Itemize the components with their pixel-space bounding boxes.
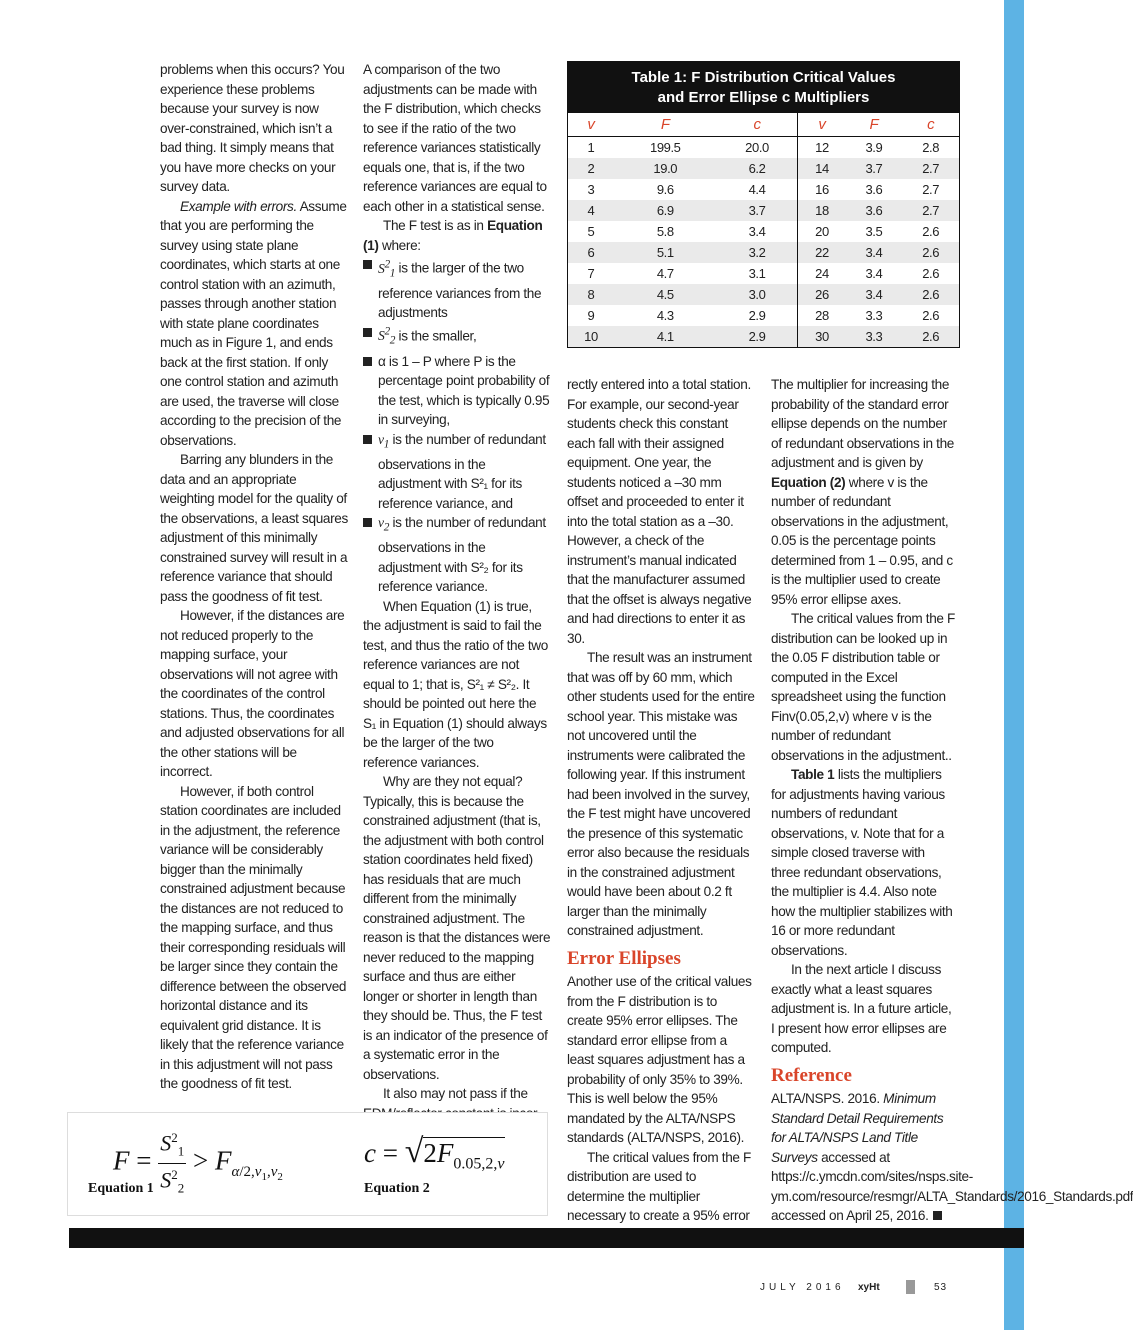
table-cell: 22 (798, 242, 846, 263)
equation-2: $c = √2F_{0.05,2,v}$ (364, 1133, 505, 1173)
table-title-line: Table 1: F Distribution Critical Values (631, 69, 896, 86)
table-cell: 2.6 (902, 284, 959, 305)
reference-entry (771, 1089, 1133, 1226)
table-cell: 5 (587, 224, 595, 239)
table-ref: Table 1 (791, 767, 835, 782)
footer-date: JULY 2016 (760, 1282, 845, 1293)
paragraph (771, 765, 955, 960)
paragraph: Barring any blunders in the data and an appropriate weighting model for the quality of the observations, a least squares adjustment of this minimally constrained survey will result in a reference variance that should pass the goodness of fit test. (160, 452, 348, 604)
table-cell: 2.7 (902, 200, 959, 221)
table-cell: 6.9 (614, 200, 717, 221)
table-cell: 3.3 (846, 326, 903, 347)
table-cell: 3.2 (717, 242, 798, 263)
section-heading: Reference (771, 1064, 852, 1086)
table-cell: 3.4 (748, 224, 766, 239)
math-symbol: $v_1$ (378, 431, 390, 451)
footer-block-icon (906, 1280, 915, 1294)
equation-1: F = $\frac{S^2_1}{S^2_2}$ > $F_{\alpha/2,v_1,v_2}$ (113, 1127, 283, 1199)
table-cell: 7 (587, 266, 595, 281)
paragraph-text: lists the multipliers for adjustments having various numbers of redundant observations, v. Note that for a simple closed traverse with three redundant observations, the multiplier is 4.4. Also note how the multiplier stabilizes with 16 or more redundant observations. (771, 767, 953, 958)
table-row (568, 137, 959, 159)
table-cell: 3.7 (717, 200, 798, 221)
paragraph: The critical values from the F distribution can be looked up in the 0.05 F distribution table or computed in the Excel spreadsheet using the function Finv(0.05,2,v) where v is the number of redundant observations in the adjustment.. (771, 611, 956, 763)
table-row (568, 179, 959, 200)
bullet-item (363, 352, 551, 430)
table-cell: 2.7 (922, 182, 940, 197)
bullet-text: α is 1 – P where P is the percentage point probability of the test, which is typically 0.95 in surveying, (378, 353, 550, 427)
equations-box (68, 1113, 547, 1215)
table-cell: 4.1 (614, 326, 717, 347)
table-cell: 2.6 (902, 326, 959, 347)
bullet-item (363, 430, 551, 514)
table-cell: 3.7 (846, 158, 903, 179)
table-row (568, 200, 959, 221)
table-cell: 2.9 (717, 326, 798, 347)
bullet-square-icon (363, 328, 372, 337)
paragraph: When Equation (1) is true, the adjustment is said to fail the test, and thus the ratio of the two reference variances are not equal to 1; that is, S²₁ ≠ S²₂. It should be pointed out here the S₁ in Equation (1) should always be the larger of the two reference variances. (363, 598, 548, 770)
table-cell: 2.6 (902, 242, 959, 263)
table-cell: 4 (568, 200, 614, 221)
table-row (568, 263, 959, 284)
bullet-item (363, 323, 551, 352)
end-mark-icon (933, 1211, 942, 1220)
table-cell: 30 (798, 326, 846, 347)
column-2 (363, 60, 551, 1123)
footer-rule (69, 1228, 1024, 1248)
paragraph (160, 197, 348, 451)
table-cell: 14 (798, 158, 846, 179)
paragraph: Another use of the critical values from the F distribution is to create 95% error ellipses. The standard error ellipse from a least squares adjustment has a probability of only 35% to 39%. This is well below the 95% mandated by the ALTA/NSPS standards (ALTA/NSPS, 2016). (567, 974, 752, 1145)
bullet-text: is the number of redundant observations in the adjustment with S²₁ for its reference variance, and (378, 431, 546, 511)
table-grid (568, 113, 959, 347)
table-cell: 3.9 (865, 140, 883, 155)
table-cell: 9 (587, 308, 595, 323)
bullet-square-icon (363, 435, 372, 444)
table-cell: 3 (587, 182, 595, 197)
reference-text: accessed at https://c.ymcdn.com/sites/nsps.site-ym.com/resource/resmgr/ALTA_Standards/2016_Standards.pdf accessed on April 25, 2016. (771, 1149, 1133, 1223)
table-row (568, 221, 959, 242)
table-row (568, 284, 959, 305)
math-symbol: $S^2_2$ (378, 325, 396, 347)
page-number: 53 (934, 1282, 948, 1293)
table-cell: 19.0 (614, 158, 717, 179)
table-row (568, 242, 959, 263)
table-cell: 3.6 (865, 182, 883, 197)
table-header-cell: c (902, 113, 959, 137)
table-cell: 8 (568, 284, 614, 305)
paragraph: The result was an instrument that was off by 60 mm, which other students used for the entire school year. This mistake was not uncovered until the instruments were calibrated the following year. If this instrument had been involved in the survey, the F test might have uncovered the presence of this systematic error also because the residuals in the constrained adjustment would have been about 0.2 ft larger than the minimally constrained adjustment. (567, 650, 755, 938)
column-3 (567, 375, 755, 1245)
table-header-cell: F (614, 113, 717, 137)
bullet-square-icon (363, 518, 372, 527)
table-cell: 20 (798, 221, 846, 242)
reference-title: Minimum Standard Detail Requirements for ALTA/NSPS Land Title Surveys (771, 1091, 944, 1165)
equation-ref: Equation (2) (771, 474, 846, 490)
table-row (568, 305, 959, 326)
math-symbol: $v_2$ (378, 515, 390, 534)
math-symbol: $S^2_1$ (378, 258, 396, 280)
table-cell: 4.5 (614, 284, 717, 305)
table-header-cell: v (568, 113, 614, 137)
table-cell: 10 (568, 326, 614, 347)
table-cell: 3.5 (865, 224, 883, 239)
table-cell: 1 (587, 140, 595, 155)
paragraph: rectly entered into a total station. For example, our second-year students check this constant each fall with their assigned equipment. One year, the students noticed a –30 mm offset and proceeded to enter it into the total station as a –30. However, a check of the instrument’s manual indicated that the manufacturer assumed that the offset is always negative and had directions to enter it as 30. (567, 377, 752, 646)
table-cell: 9.6 (656, 182, 674, 197)
table-cell: 2.8 (922, 140, 940, 155)
bullet-text: is the smaller, (395, 328, 477, 344)
table-cell: 199.5 (649, 140, 681, 155)
table-cell: 2.6 (922, 224, 940, 239)
paragraph: A comparison of the two adjustments can be made with the F distribution, which checks to see if the ratio of the two reference variances statistically equals one, that is, if the two reference variances are equal to each other in a statistical sense. (363, 62, 547, 214)
table-row (568, 158, 959, 179)
table-cell: 28 (798, 305, 846, 326)
page-edge-bar (1004, 0, 1024, 1330)
paragraph-text: Assume that you are performing the survey using state plane coordinates, which starts at one control station with an azimuth, passes through another station with state plane coordinates much as in Figure 1, and ends back at the first station. If only one control station and azimuth are used, the traverse will close according to the precision of the observations. (160, 198, 347, 448)
table-cell: 6.2 (717, 158, 798, 179)
table-cell: 2 (568, 158, 614, 179)
table-title-line: and Error Ellipse c Multipliers (657, 89, 870, 106)
table-body (568, 137, 959, 348)
paragraph: However, if the distances are not reduced properly to the mapping surface, your observations will not agree with the coordinates of the control stations. Thus, the coordinates and adjusted observations for all the other stations will be incorrect. (160, 608, 345, 779)
bullet-text: is the larger of the two reference variances from the adjustments (378, 260, 542, 321)
table-cell: 6 (568, 242, 614, 263)
bullet-item (363, 513, 551, 597)
run-in-heading: Example with errors. (180, 198, 297, 214)
paragraph: In the next article I discuss exactly what a least squares adjustment is. In a future article, I present how error ellipses are computed. (771, 962, 952, 1055)
table-cell: 4.7 (656, 266, 674, 281)
column-4 (771, 375, 1133, 1226)
bullet-square-icon (363, 260, 372, 269)
paragraph-text: where: (378, 237, 421, 253)
paragraph-text: where v is the number of redundant observations in the adjustment, 0.05 is the percentage points determined from 1 – 0.95, and c is the multiplier used to create 95% error ellipse axes. (771, 474, 953, 607)
paragraph: The critical values from the F distribution are used to determine the multiplier necessary to create a 95% error (567, 1149, 752, 1223)
paragraph-text: The multiplier for increasing the probability of the standard error ellipse depends on the number of redundant observations in the adjustment and is given by (771, 377, 955, 470)
paragraph: It also may not pass if the (383, 1086, 528, 1102)
table-cell: 24 (798, 263, 846, 284)
reference-text: ALTA/NSPS. 2016. (771, 1091, 884, 1106)
table-cell: 3.4 (846, 242, 903, 263)
table-cell: 20.0 (745, 140, 769, 155)
table-cell: 4.4 (748, 182, 766, 197)
table-title (568, 62, 959, 113)
bullet-text: is the number of redundant observations in the adjustment with S²₂ for its reference variance. (378, 515, 546, 595)
footer-brand: xyHt (858, 1282, 880, 1293)
table-header-cell: c (717, 113, 798, 137)
table-1 (567, 61, 960, 348)
table-cell: 16 (798, 179, 846, 200)
paragraph: Why are they not equal? Typically, this is because the constrained adjustment (that is, the adjustment with both control station coordinates held fixed) has residuals that are much different from the minimally constrained adjustment. The reason is that the distances were never reduced to the mapping surface and thus are either longer or shorter in length than they should be. Thus, the F test is an indicator of the presence of a systematic error in the observations. (363, 774, 551, 1082)
table-row (568, 326, 959, 347)
paragraph: However, if both control station coordinates are included in the adjustment, the reference variance will be considerably bigger than the minimally constrained adjustment because the distances are not reduced to the mapping surface, and thus their corresponding residuals will be larger since they contain the difference between the observed horizontal distance and its equivalent grid distance. It is likely that the reference variance in this adjustment will not pass the goodness of fit test. (160, 783, 347, 1091)
table-cell: 2.9 (748, 308, 766, 323)
equation-2-label: Equation 2 (364, 1181, 430, 1196)
table-cell: 5.8 (656, 224, 674, 239)
column-1 (160, 60, 348, 1094)
table-cell: 12 (798, 137, 846, 159)
equation-1-label: Equation 1 (88, 1181, 154, 1196)
paragraph (771, 375, 955, 609)
table-cell: 2.6 (922, 266, 940, 281)
table-cell: 5.1 (614, 242, 717, 263)
section-heading: Error Ellipses (567, 947, 681, 969)
table-cell: 3.0 (717, 284, 798, 305)
table-cell: 18 (798, 200, 846, 221)
table-cell: 3.4 (846, 284, 903, 305)
table-cell: 3.1 (748, 266, 766, 281)
paragraph-text: The F test is as in (383, 218, 488, 233)
table-header-cell: F (846, 113, 903, 137)
table-header-cell: v (798, 113, 846, 137)
table-cell: 4.3 (656, 308, 674, 323)
table-cell: 26 (798, 284, 846, 305)
table-cell: 2.6 (922, 308, 940, 323)
bullet-item (363, 255, 551, 323)
bullet-square-icon (363, 357, 372, 366)
paragraph: problems when this occurs? You experience these problems because your survey is now over-constrained, which isn’t a bad thing. It simply means that you have more checks on your survey data. (160, 62, 345, 194)
equation-ref: Equation (1) (363, 218, 543, 253)
table-header-row (568, 113, 959, 137)
table-cell: 3.6 (846, 200, 903, 221)
table-cell: 3.4 (865, 266, 883, 281)
table-cell: 2.7 (902, 158, 959, 179)
table-cell: 3.3 (865, 308, 883, 323)
paragraph (363, 216, 551, 255)
